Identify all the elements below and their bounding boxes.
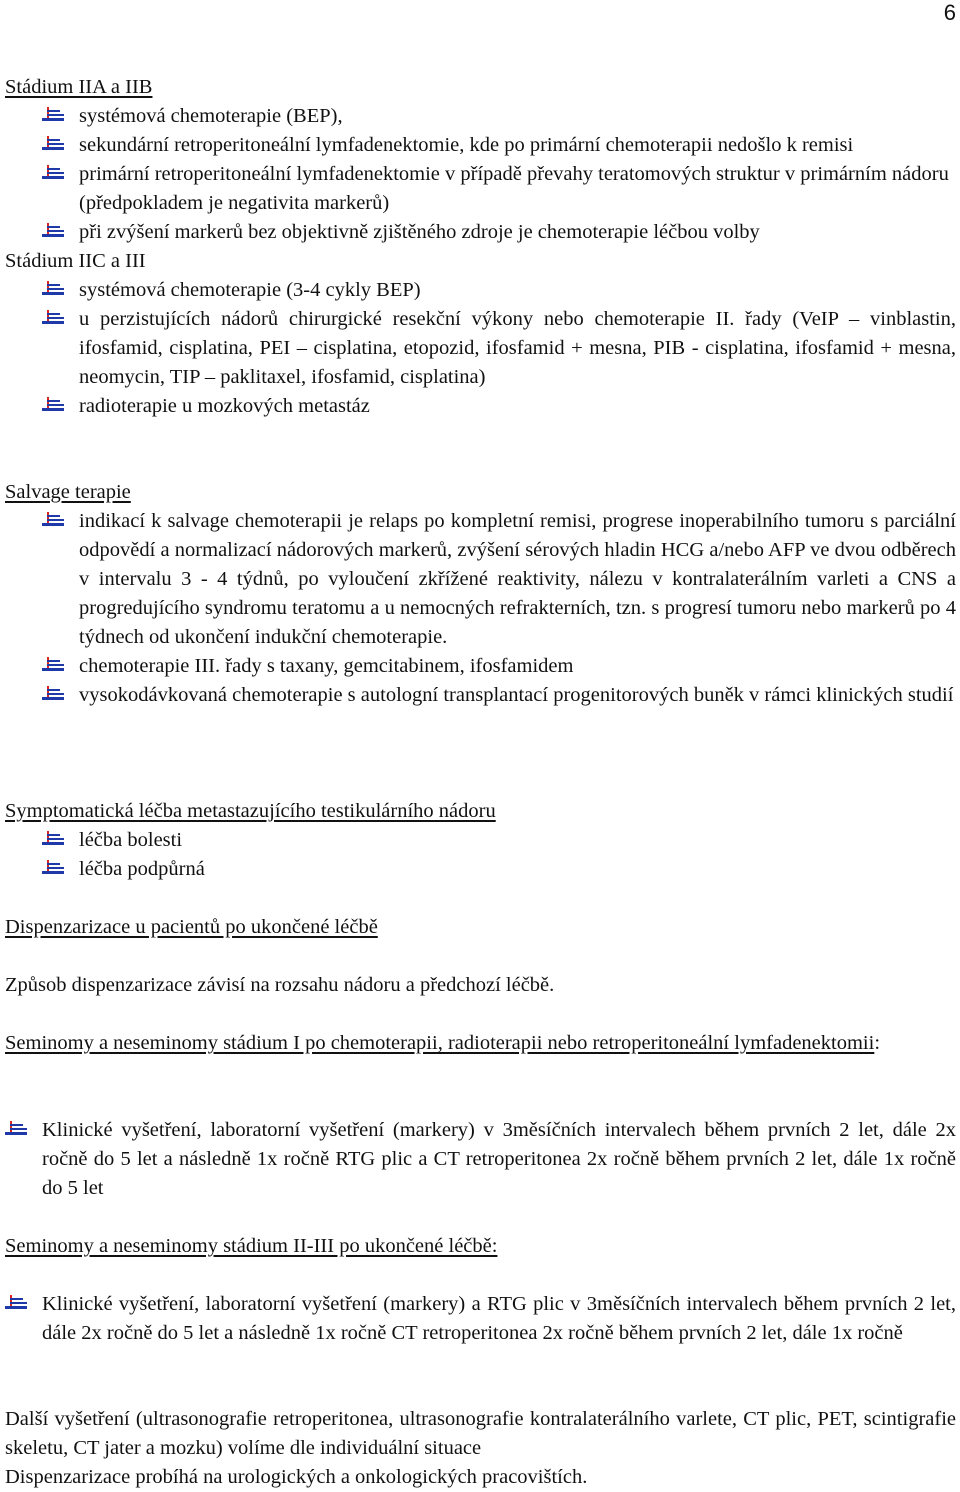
bullet-icon — [42, 107, 64, 124]
section-stage-ii — [5, 1232, 956, 1261]
bullet-icon — [42, 136, 64, 153]
list-item: Klinické vyšetření, laboratorní vyšetření (markery) a RTG plic v 3měsíčních intervalech během prvních 2 let, dále 2x ročně do 5 let a následně 1x ročně CT retroperitonea 2x ročně během prvních 2 let, dále 1x ročně — [5, 1290, 956, 1348]
section-dispenzarizace — [5, 913, 956, 942]
page-number: 6 — [943, 0, 956, 25]
list-item: Klinické vyšetření, laboratorní vyšetření (markery) v 3měsíčních intervalech během prvních 2 let, dále 2x ročně do 5 let a následně 1x ročně RTG plic a CT retroperitonea 2x ročně během prvních 2 let, dále 1x ročně do 5 let — [5, 1116, 956, 1203]
bullet-icon — [42, 512, 64, 529]
bullet-icon — [42, 831, 64, 848]
heading-stadium-iic: Stádium IIC a III — [5, 250, 146, 272]
list-stage-i — [5, 1116, 956, 1203]
list-item: vysokodávkovaná chemoterapie s autologní transplantací progenitorových buněk v rámci klinických studií — [5, 681, 956, 710]
list-item: radioterapie u mozkových metastáz — [5, 392, 956, 421]
list-item: indikací k salvage chemoterapii je relaps po kompletní remisi, progrese inoperabilního tumoru s parciální odpovědí a normalizací nádorových markerů, zvýšení sérových hladin HCG a/nebo AFP ve dvou odběrech v intervalu 3 - 4 týdnů, po vyloučení zkřížené reaktivity, nálezu v kontralaterálním varleti a CNS a progredujícího syndromu teratomu a u nemocných refrakterních, tzn. s progresí tumoru nebo markerů po 4 týdnech od ukončení indukční chemoterapie. — [5, 507, 956, 652]
heading-stage-i: Seminomy a neseminomy stádium I po chemoterapii, radioterapii nebo retroperitoneální lymfadenektomii: — [5, 1032, 881, 1054]
list-stadium-iic — [5, 276, 956, 421]
list-item: léčba bolesti — [5, 826, 956, 855]
bullet-icon — [42, 310, 64, 327]
heading-stage-ii: Seminomy a neseminomy stádium II-III po ukončené léčbě: — [5, 1235, 498, 1257]
paragraph-further-exams: Další vyšetření (ultrasonografie retroperitonea, ultrasonografie kontralaterálního varlete, CT plic, PET, scintigrafie skeletu, CT jater a mozku) volíme dle individuální situace — [5, 1408, 956, 1459]
list-item: léčba podpůrná — [5, 855, 956, 884]
paragraph-further-sites: Dispenzarizace probíhá na urologických a onkologických pracovištích. — [5, 1466, 588, 1488]
bullet-icon — [42, 686, 64, 703]
bullet-icon — [42, 223, 64, 240]
bullet-icon — [42, 657, 64, 674]
list-item: sekundární retroperitoneální lymfadenektomie, kde po primární chemoterapii nedošlo k remisi — [5, 131, 956, 160]
list-item: primární retroperitoneální lymfadenektomie v případě převahy teratomových struktur v primárním nádoru (předpokladem je negativita markerů) — [5, 160, 956, 218]
list-stadium-iia — [5, 102, 956, 247]
list-item: u perzistujících nádorů chirurgické resekční výkony nebo chemoterapie II. řady (VeIP – vinblastin, ifosfamid, cisplatina, PEI – cisplatina, etopozid, ifosfamid + mesna, PIB - cisplatina, ifosfamid + mesna, neomycin, TIP – paklitaxel, ifosfamid, cisplatina) — [5, 305, 956, 392]
list-item: chemoterapie III. řady s taxany, gemcitabinem, ifosfamidem — [5, 652, 956, 681]
list-symptomatic — [5, 826, 956, 884]
bullet-icon — [5, 1295, 27, 1312]
list-item: systémová chemoterapie (BEP), — [5, 102, 956, 131]
heading-stadium-iia: Stádium IIA a IIB — [5, 76, 153, 98]
paragraph-dispenzarizace: Způsob dispenzarizace závisí na rozsahu nádoru a předchozí léčbě. — [5, 974, 555, 996]
bullet-icon — [42, 165, 64, 182]
section-stadium-iia — [5, 73, 956, 421]
list-item: systémová chemoterapie (3-4 cykly BEP) — [5, 276, 956, 305]
bullet-icon — [42, 860, 64, 877]
heading-dispenzarizace: Dispenzarizace u pacientů po ukončené léčbě — [5, 916, 378, 938]
bullet-icon — [42, 281, 64, 298]
section-stage-i-list — [5, 1116, 956, 1203]
list-item: při zvýšení markerů bez objektivně zjištěného zdroje je chemoterapie léčbou volby — [5, 218, 956, 247]
list-stage-ii — [5, 1290, 956, 1348]
section-further — [5, 1405, 956, 1492]
heading-symptomatic: Symptomatická léčba metastazujícího testikulárního nádoru — [5, 800, 496, 822]
section-stage-i — [5, 1029, 956, 1058]
section-dispenzarizace-text — [5, 971, 956, 1000]
heading-salvage: Salvage terapie — [5, 481, 131, 503]
section-salvage — [5, 478, 956, 710]
section-stage-ii-list — [5, 1290, 956, 1348]
section-symptomatic — [5, 797, 956, 884]
bullet-icon — [42, 397, 64, 414]
list-salvage — [5, 507, 956, 710]
bullet-icon — [5, 1121, 27, 1138]
